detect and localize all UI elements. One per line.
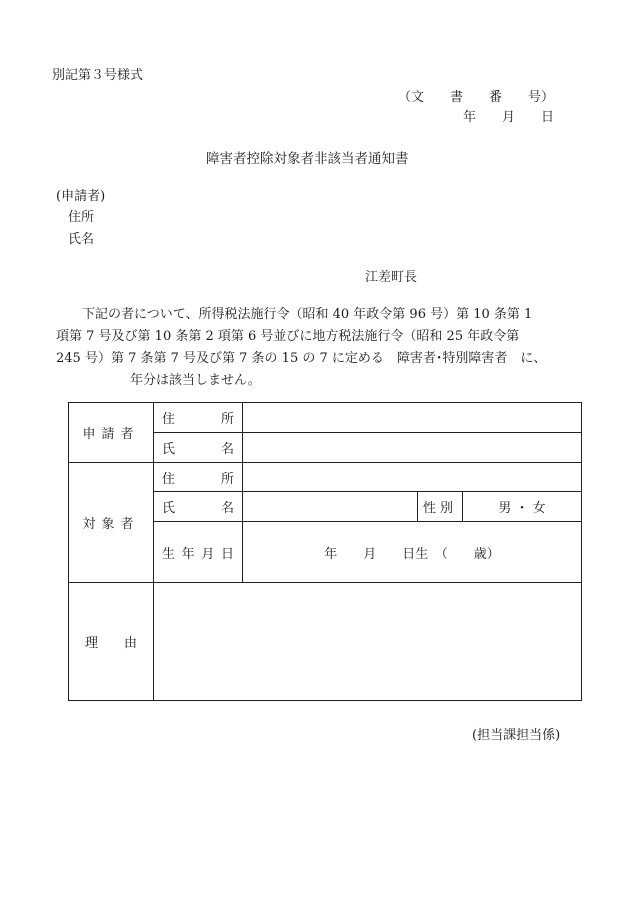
label-char: 月 [201,546,215,562]
label-char: 所 [220,471,234,487]
reason-label: 理 由 [84,636,137,651]
applicant-name-label: 氏名 [68,232,95,247]
body-paragraph [56,304,586,392]
dob-label-cell [154,522,243,583]
applicant-category-cell [69,403,154,463]
applicant-name-label-cell [154,433,243,463]
subject-address-field[interactable] [243,463,582,492]
body-line: 245 号）第 7 条第 7 号及び第 7 条の 15 の 7 に定める 障害者･特別障害者 に、 [56,351,547,366]
dob-field[interactable] [243,522,582,583]
issue-date: 年 月 日 [463,110,555,125]
notification-table [68,402,582,701]
body-line: 項第 7 号及び第 10 条第 2 項第 6 号並びに地方税法施行令（昭和 25 年政令第 [56,329,520,344]
subject-name-field[interactable] [243,492,418,522]
label-char: 生 [162,546,176,562]
label-char: 日 [220,546,234,562]
label-char: 氏 [162,442,176,457]
subject-category-label: 対象者 [82,517,140,532]
sex-label-cell [418,492,463,522]
label-char: 住 [162,412,176,427]
body-line: 下記の者について、所得税法施行令（昭和 40 年政令第 96 号）第 10 条第 1 [82,307,533,322]
applicant-address-field[interactable] [243,403,582,433]
document-number: （文 書 番 号） [398,90,555,105]
issuer-name: 江差町長 [365,270,418,285]
applicant-heading: (申請者) [56,189,106,204]
subject-address-label-cell [154,463,243,492]
label-char: 氏 [162,501,176,516]
reason-field[interactable] [154,583,582,701]
form-number: 別記第３号様式 [52,68,144,83]
subject-name-label-cell [154,492,243,522]
label-char: 所 [220,412,234,427]
subject-category-cell [69,463,154,583]
applicant-address-label-cell [154,403,243,433]
label-char: 名 [220,442,234,457]
label-char: 住 [162,471,176,487]
sex-label: 性別 [422,501,457,516]
body-line: 年分は該当しません。 [130,373,261,388]
applicant-name-field[interactable] [243,433,582,463]
applicant-category-label: 申請者 [82,427,140,442]
reason-label-cell [69,583,154,701]
dob-value: 年 月 日生 （ 歳） [324,546,500,562]
document-title: 障害者控除対象者非該当者通知書 [206,151,409,167]
label-char: 年 [181,546,195,562]
sex-selection[interactable] [463,492,582,522]
applicant-address-label: 住所 [68,210,95,225]
sex-options: 男 ・ 女 [498,501,546,516]
label-char: 名 [220,501,234,516]
footer-department: (担当課担当係) [472,728,561,743]
